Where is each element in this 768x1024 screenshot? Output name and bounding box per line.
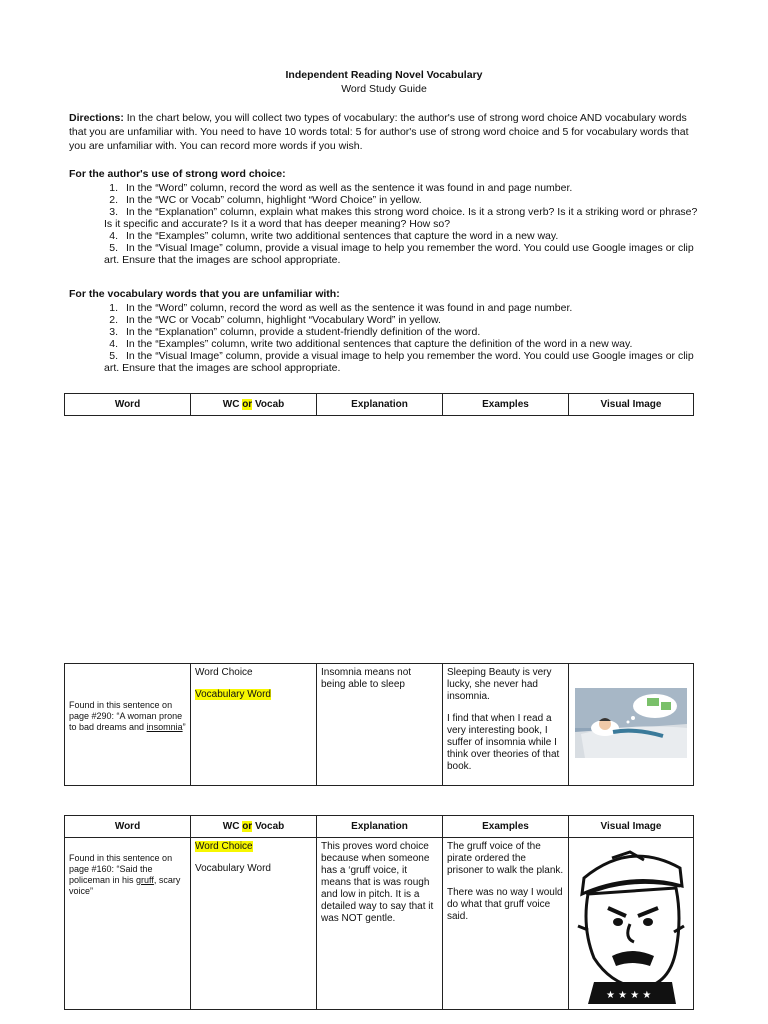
word-choice-option: Word Choice [195, 667, 253, 678]
word-cell: Found in this sentence on page #290: “A woman prone to bad dreams and insomnia” [65, 664, 191, 786]
directions-label: Directions: [69, 112, 124, 124]
col-explanation: Explanation [317, 394, 443, 416]
sleeping-man-icon [575, 688, 687, 758]
explanation-cell: Insomnia means not being able to sleep [317, 664, 443, 786]
list-item: 2. In the “WC or Vocab” column, highlight “Word Choice” in yellow. [109, 194, 422, 206]
list-item: 1. In the “Word” column, record the word as well as the sentence it was found in and page number. [109, 182, 573, 194]
explanation-cell: This proves word choice because when someone has a ‘gruff voice, it means that is was rough and low in pitch. It is a detailed way to say that it was NOT gentle. [317, 838, 443, 1010]
gruff-table [64, 815, 694, 1010]
col-visual-image: Visual Image [569, 394, 694, 416]
table-row [65, 838, 694, 1010]
col-word: Word [65, 394, 191, 416]
vocab-word-option: Vocabulary Word [195, 863, 271, 874]
directions-paragraph [69, 111, 705, 153]
list-item: 1. In the “Word” column, record the word as well as the sentence it was found in and page number. [109, 302, 573, 314]
vocab-word-option: Vocabulary Word [195, 689, 271, 700]
page-subtitle: Word Study Guide [341, 83, 427, 95]
examples-cell: Sleeping Beauty is very lucky, she never had insomnia. I find that when I read a very interesting book, I suffer of insomnia while I think over theories of that book. [443, 664, 569, 786]
page-title: Independent Reading Novel Vocabulary [285, 69, 483, 81]
col-wc-vocab: WC or Vocab [191, 816, 317, 838]
examples-cell: The gruff voice of the pirate ordered the prisoner to walk the plank. There was no way I would do what that gruff voice said. [443, 838, 569, 1010]
table-row [65, 664, 694, 786]
col-visual-image: Visual Image [569, 816, 694, 838]
word-choice-heading: For the author's use of strong word choice: [69, 168, 286, 180]
gruff-officer-icon [572, 838, 690, 1006]
word-cell: Found in this sentence on page #160: “Said the policeman in his gruff, scary voice” [65, 838, 191, 1010]
list-item: 3. In the “Explanation” column, explain what makes this strong word choice. Is it a strong verb? Is it a striking word or phrase? Is it specific and accurate? Is it a word that has deeper meaning? How so? [104, 206, 698, 230]
directions-text: In the chart below, you will collect two types of vocabulary: the author's use of strong word choice AND vocabulary words that you are unfamiliar with. You need to have 10 words total: 5 for author's use of strong word choice and 5 for vocabulary words that you are unfamiliar with. You can record more words if you wish. [69, 112, 689, 152]
list-item: 4. In the “Examples” column, write two additional sentences that capture the word in a new way. [109, 230, 559, 242]
word-choice-option: Word Choice [195, 841, 253, 852]
col-examples: Examples [443, 394, 569, 416]
table-header-row [65, 816, 694, 838]
vocab-list [90, 302, 705, 374]
visual-image-cell [569, 838, 694, 1010]
col-examples: Examples [443, 816, 569, 838]
col-word: Word [65, 816, 191, 838]
table-header-row [65, 394, 694, 416]
col-wc-vocab: WC or Vocab [191, 394, 317, 416]
wc-cell [191, 664, 317, 786]
insomnia-table [64, 663, 694, 786]
list-item: 3. In the “Explanation” column, provide a student-friendly definition of the word. [109, 326, 481, 338]
wc-cell [191, 838, 317, 1010]
list-item: 2. In the “WC or Vocab” column, highlight “Vocabulary Word” in yellow. [109, 314, 441, 326]
svg-text:★ ★ ★ ★: ★ ★ ★ ★ [606, 990, 652, 1001]
col-explanation: Explanation [317, 816, 443, 838]
word-choice-list [90, 182, 705, 266]
vocab-heading: For the vocabulary words that you are unfamiliar with: [69, 288, 340, 300]
vocab-table-header [64, 393, 694, 416]
visual-image-cell [569, 664, 694, 786]
list-item: 5. In the “Visual Image” column, provide a visual image to help you remember the word. You could use Google images or clip art. Ensure that the images are school appropriate. [104, 350, 694, 374]
list-item: 5. In the “Visual Image” column, provide a visual image to help you remember the word. You could use Google images or clip art. Ensure that the images are school appropriate. [104, 242, 694, 266]
list-item: 4. In the “Examples” column, write two additional sentences that capture the definition of the word in a new way. [109, 338, 633, 350]
